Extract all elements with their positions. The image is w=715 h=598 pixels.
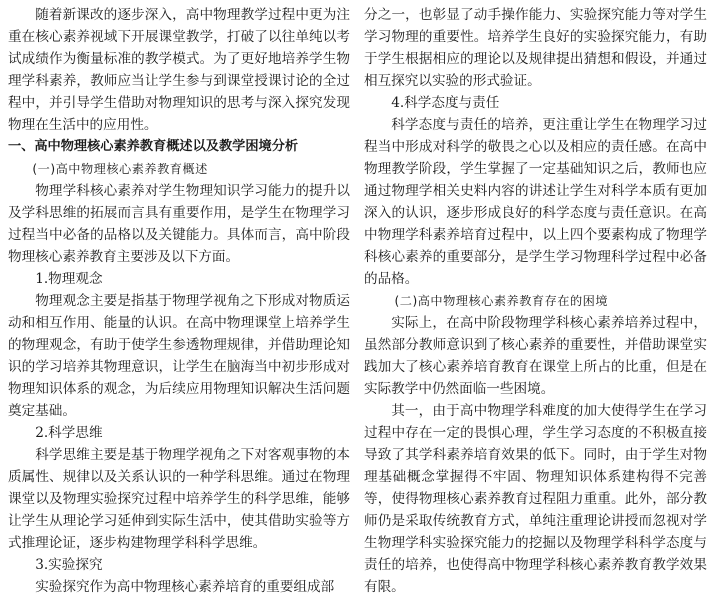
item-heading-scientific-thinking: 2.科学思维 bbox=[35, 425, 103, 441]
attitude-responsibility-paragraph: 科学态度与责任的培养，更注重让学生在物理学习过程当中形成对科学的敬畏之心以及相应的责任感。在高中物理教学阶段，学生掌握了一定基础知识之后，教师也应通过物理学相关史料内容的讲述让学生对科学本质有更加深入的认识，逐步形成良好的科学态度与责任意识。在高中物理学科素养培育过程中，以上四个要素构成了物理学科核心素养的重要部分，是学生学习物理科学过程中必备的品格。 bbox=[364, 117, 707, 287]
left-column bbox=[8, 4, 350, 598]
overview-paragraph: 物理学科核心素养对学生物理知识学习能力的提升以及学科思维的拓展而言具有重要作用，是学生在物理学习过程当中必备的品格以及关键能力。具体而言，高中阶段物理核心素养教育主要涉及以下方面。 bbox=[8, 183, 350, 265]
scientific-thinking-paragraph: 科学思维主要是基于物理学视角之下对客观事物的本质属性、规律以及关系认识的一种学科思维。通过在物理课堂以及物理实验探究过程中培养学生的科学思维，能够让学生从理论学习延伸到实际生活中，使其借助实验等方式推理论证，逐步构建物理学科科学思维。 bbox=[8, 447, 350, 551]
experimental-inquiry-continued: 分之一，也彰显了动手操作能力、实验探究能力等对学生学习物理的重要性。培养学生良好的实验探究能力，有助于学生根据相应的理论以及规律提出猜想和假设，并通过相互探究以实验的形式验证。 bbox=[364, 7, 707, 89]
right-column bbox=[364, 4, 707, 598]
item-heading-experimental-inquiry: 3.实验探究 bbox=[35, 557, 103, 573]
physics-concept-paragraph: 物理观念主要是指基于物理学视角之下形成对物质运动和相互作用、能量的认识。在高中物理课堂上培养学生的物理观念，有助于使学生参透物理规律，并借助理论知识的学习培养其物理意识，让学生在脑海当中初步形成对物理知识体系的观念，为后续应用物理知识解决生活问题奠定基础。 bbox=[8, 293, 350, 419]
item-heading-physics-concept: 1.物理观念 bbox=[35, 271, 103, 287]
subsection-heading-overview: (一)高中物理核心素养教育概述 bbox=[32, 162, 208, 176]
intro-paragraph: 随着新课改的逐步深入，高中物理教学过程中更为注重在核心素养视域下开展课堂教学，打破了以往单纯以考试成绩作为衡量标准的教学模式。为了更好地培养学生物理学科素养，教师应当让学生参与到课堂授课讨论的全过程中，并引导学生借助对物理知识的思考与深入探究发现物理在生活中的应用性。 bbox=[8, 7, 350, 133]
difficulties-intro-paragraph: 实际上，在高中阶段物理学科核心素养培养过程中，虽然部分教师意识到了核心素养的重要性，并借助课堂实践加大了核心素养培育教育在课堂上所占的比重，但是在实际教学中仍然面临一些困境。 bbox=[364, 315, 707, 397]
item-heading-attitude-responsibility: 4.科学态度与责任 bbox=[391, 95, 500, 111]
subsection-heading-difficulties: (二)高中物理核心素养教育存在的困境 bbox=[394, 294, 609, 308]
section-heading: 一、高中物理核心素养教育概述以及教学困境分析 bbox=[8, 139, 299, 154]
experimental-inquiry-paragraph: 实验探究作为高中物理核心素养培育的重要组成部 bbox=[35, 579, 335, 595]
difficulties-first-paragraph: 其一，由于高中物理学科难度的加大使得学生在学习过程中存在一定的畏惧心理，学生学习态度的不积极直接导致了其学科素养培育效果的低下。同时，由于学生对物理基础概念掌握得不牢固、物理知识体系建构得不完善等，使得物理核心素养教育过程阻力重重。此外，部分教师仍是采取传统教育方式，单纯注重理论讲授而忽视对学生物理学科实验探究能力的挖掘以及物理学科科学态度与责任的培养，也使得高中物理学科核心素养教育教学效果有限。 bbox=[364, 403, 707, 595]
